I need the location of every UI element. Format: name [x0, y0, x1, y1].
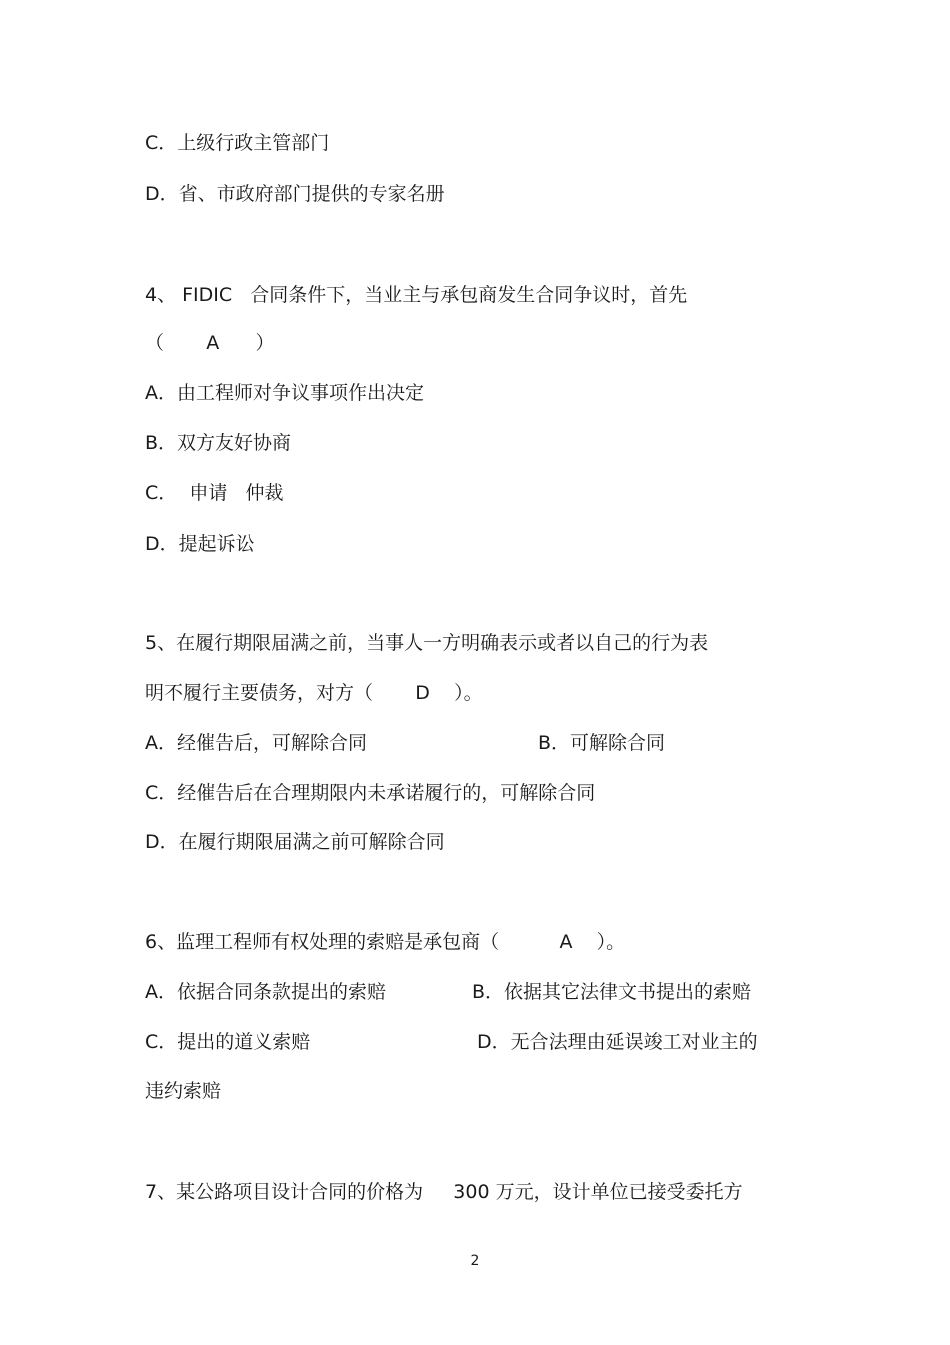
q3-option-d: D．省、市政府部门提供的专家名册	[145, 183, 445, 205]
q4-option-a: A．由工程师对争议事项作出决定	[145, 382, 424, 404]
q4-answer: （ A ）	[145, 332, 275, 354]
q6-option-a: A．依据合同条款提出的索赔	[145, 981, 386, 1003]
q5-option-b: B．可解除合同	[538, 732, 666, 754]
q5-stem-line1: 5、在履行期限届满之前，当事人一方明确表示或者以自己的行为表	[145, 632, 709, 654]
q6-option-d-line1: D．无合法理由延误竣工对业主的	[477, 1031, 758, 1053]
q4-option-c: C． 申请 仲裁	[145, 482, 284, 504]
q5-option-a: A．经催告后，可解除合同	[145, 732, 367, 754]
page-number: 2	[470, 1253, 480, 1269]
q4-option-b: B．双方友好协商	[145, 432, 292, 454]
q5-stem-line2: 明不履行主要债务，对方（ D ）。	[145, 682, 483, 704]
q4-option-d: D．提起诉讼	[145, 533, 255, 555]
q7-stem: 7、某公路项目设计合同的价格为 300 万元，设计单位已接受委托方	[145, 1181, 743, 1203]
q5-option-c: C．经催告后在合理期限内未承诺履行的，可解除合同	[145, 782, 596, 804]
q6-stem: 6、监理工程师有权处理的索赔是承包商（ A ）。	[145, 931, 626, 953]
q4-stem: 4、 FIDIC 合同条件下，当业主与承包商发生合同争议时，首先	[145, 284, 688, 306]
q5-option-d: D．在履行期限届满之前可解除合同	[145, 831, 445, 853]
q6-option-c: C．提出的道义索赔	[145, 1031, 311, 1053]
q6-option-d-line2: 违约索赔	[145, 1080, 222, 1102]
q3-option-c: C．上级行政主管部门	[145, 132, 330, 154]
q6-option-b: B．依据其它法律文书提出的索赔	[472, 981, 752, 1003]
